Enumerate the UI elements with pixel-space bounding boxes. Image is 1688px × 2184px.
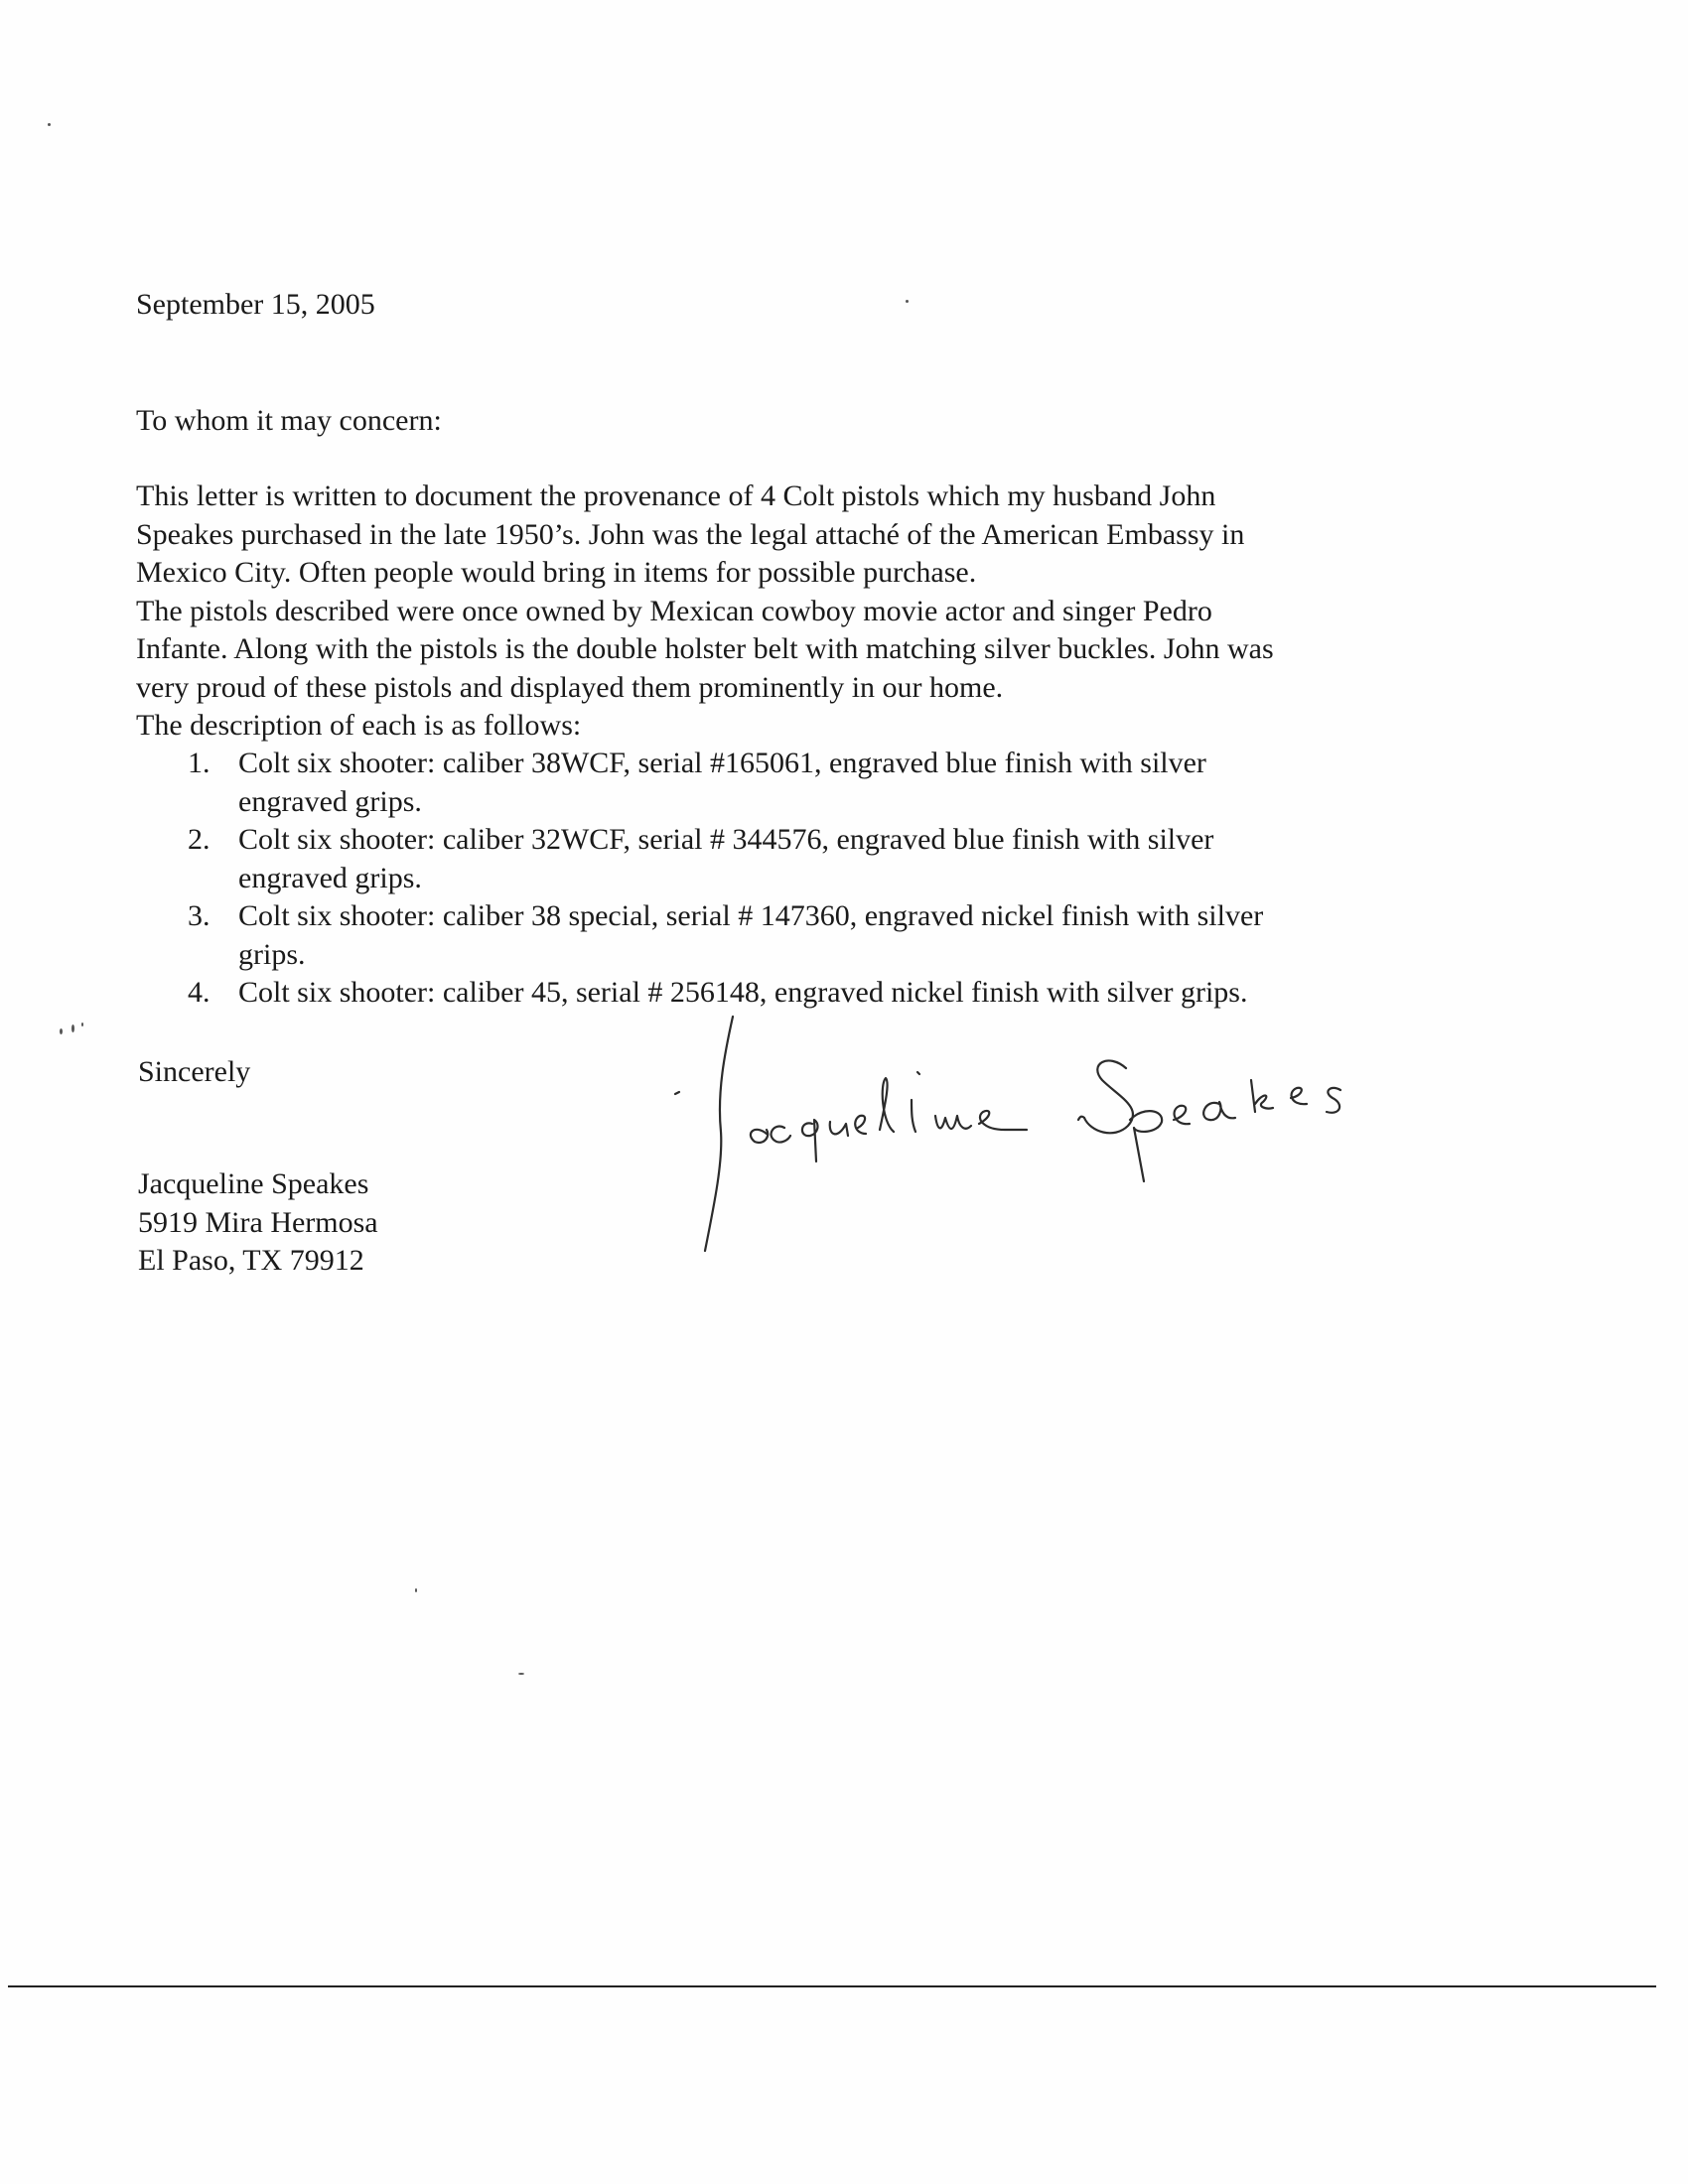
scan-speck [518,1673,524,1675]
body-line: The description of each is as follows: [136,709,582,742]
list-item-line: engraved grips. [238,784,422,818]
footer-rule [8,1985,1656,1987]
list-item [136,974,1263,1013]
body-line: This letter is written to document the provenance of 4 Colt pistols which my husband John [136,479,1216,512]
scan-speck [415,1588,417,1592]
list-item-number: 3. [188,899,211,932]
scan-speck [48,123,51,126]
list-item [136,745,1263,821]
salutation: To whom it may concern: [136,404,442,437]
body-line: Infante. Along with the pistols is the double holster belt with matching silver buckles. John was [136,632,1274,665]
sender-name: Jacqueline Speakes [138,1167,369,1200]
closing: Sincerely [138,1055,251,1088]
letter-body [136,478,1274,746]
scan-speck [71,1024,74,1032]
list-item-line: Colt six shooter: caliber 38 special, serial # 147360, engraved nickel finish with silver [238,899,1264,932]
body-line: Speakes purchased in the late 1950’s. John was the legal attaché of the American Embassy in [136,517,1245,551]
list-item-line: Colt six shooter: caliber 32WCF, serial # 344576, engraved blue finish with silver [238,823,1214,856]
list-item [136,821,1263,897]
list-item-line: engraved grips. [238,861,422,894]
scan-speck [906,300,909,303]
sender-address [138,1165,378,1281]
body-line: The pistols described were once owned by Mexican cowboy movie actor and singer Pedro [136,594,1212,627]
list-item-number: 4. [188,976,211,1009]
letter-date: September 15, 2005 [136,288,375,321]
list-item-line: Colt six shooter: caliber 38WCF, serial #165061, engraved blue finish with silver [238,747,1206,779]
scan-speck [60,1028,63,1034]
sender-city: El Paso, TX 79912 [138,1244,364,1277]
list-item-number: 2. [188,823,211,856]
sender-street: 5919 Mira Hermosa [138,1205,378,1239]
list-item-line: Colt six shooter: caliber 45, serial # 256148, engraved nickel finish with silver grips. [238,976,1248,1009]
pistol-list [136,745,1263,1013]
scan-speck [81,1023,83,1026]
body-line: very proud of these pistols and displayed them prominently in our home. [136,670,1004,704]
body-line: Mexico City. Often people would bring in items for possible purchase. [136,556,977,589]
list-item-number: 1. [188,747,211,779]
handwritten-signature [655,1013,1410,1271]
list-item-line: grips. [238,937,306,971]
list-item [136,897,1263,974]
